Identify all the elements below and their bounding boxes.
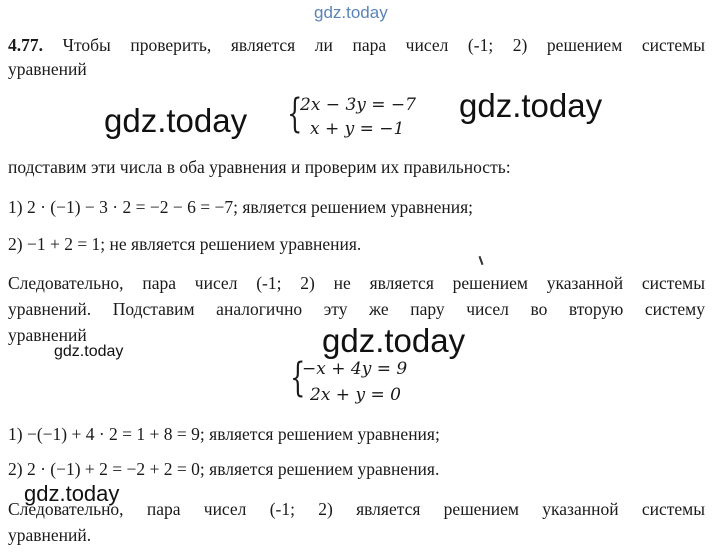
system2-equation1: −x + 4y = 9 [302, 359, 408, 379]
check-line-3: 1) −(−1) + 4 · 2 = 1 + 8 = 9; является решением уравнения; [8, 424, 440, 444]
conclusion1-line1: Следовательно, пара чисел (-1; 2) не является решением указанной системы [8, 273, 705, 293]
conclusion1-line3: уравнений [8, 325, 87, 345]
system2-equation2: 2x + y = 0 [310, 385, 401, 405]
substitute-text: подставим эти числа в оба уравнения и проверим их правильность: [8, 157, 511, 177]
problem-intro-text: Чтобы проверить, является ли пара чисел (-1; 2) решением системы [62, 35, 705, 55]
system1-equation2: x + y = −1 [310, 119, 405, 139]
conclusion2-line2: уравнений. [8, 525, 92, 545]
conclusion2-line1: Следовательно, пара чисел (-1; 2) является решением указанной системы [8, 499, 705, 519]
system-brace: { [287, 91, 303, 137]
scan-speck [479, 256, 484, 265]
system1-equation1: 2x − 3y = −7 [300, 95, 416, 115]
watermark-top: gdz.today [314, 3, 388, 22]
check-line-4: 2) 2 · (−1) + 2 = −2 + 2 = 0; является решением уравнения. [8, 459, 440, 479]
watermark: gdz.today [24, 481, 120, 506]
conclusion1-line2: уравнений. Подставим аналогично эту же пару чисел во вторую систему [8, 299, 705, 319]
watermark: gdz.today [104, 102, 248, 139]
watermark: gdz.today [322, 322, 466, 359]
watermark: gdz.today [54, 343, 124, 360]
problem-number: 4.77. [8, 35, 43, 55]
watermark: gdz.today [459, 87, 603, 124]
problem-intro [8, 34, 705, 56]
check-line-1: 1) 2 · (−1) − 3 · 2 = −2 − 6 = −7; является решением уравнения; [8, 197, 474, 217]
system-brace: { [290, 355, 306, 401]
problem-intro-line2: уравнений [8, 59, 87, 79]
check-line-2: 2) −1 + 2 = 1; не является решением уравнения. [8, 234, 362, 254]
